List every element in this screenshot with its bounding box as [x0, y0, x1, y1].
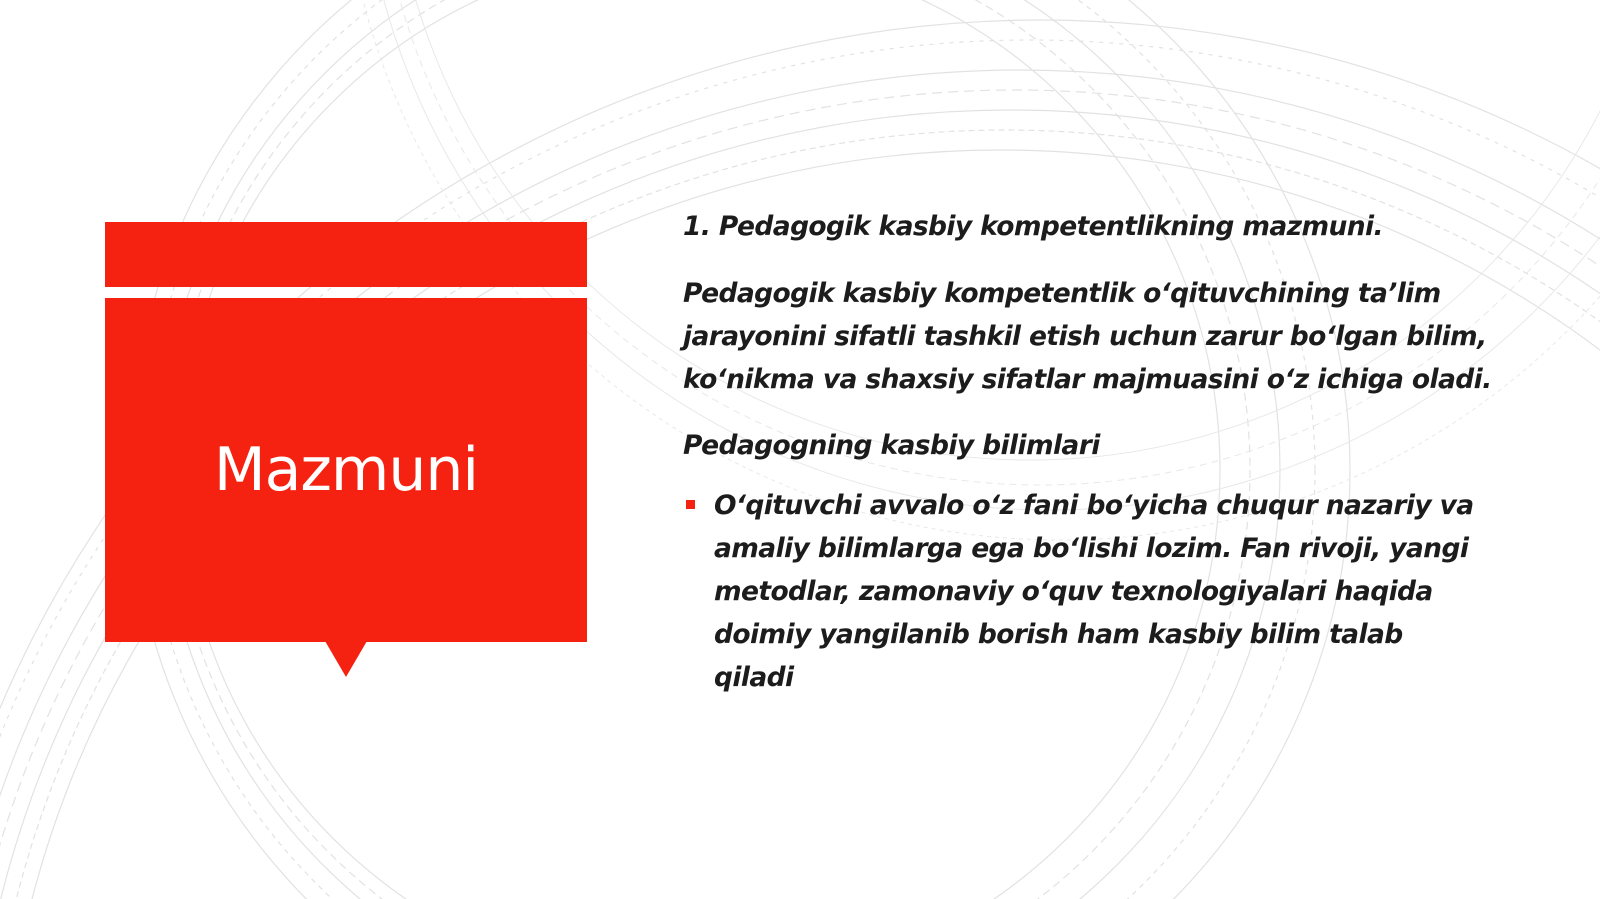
- bullet-line: O‘qituvchi avvalo o‘z fani bo‘yicha chuqur nazariy va: [714, 490, 1474, 521]
- slide-title: Mazmuni: [213, 435, 479, 505]
- bullet-list-item: [683, 484, 1474, 699]
- bullet-line: amaliy bilimlarga ega bo‘lishi lozim. Fan rivoji, yangi: [714, 533, 1469, 564]
- callout-pointer: [325, 641, 367, 677]
- definition-paragraph: [683, 272, 1503, 401]
- bullet-line: metodlar, zamonaviy o‘quv texnologiyalari haqida: [714, 576, 1433, 607]
- square-bullet-icon: [686, 500, 695, 509]
- bullet-line: doimiy yangilanib borish ham kasbiy bilim talab: [714, 619, 1403, 650]
- paragraph-line: Pedagogik kasbiy kompetentlik o‘qituvchining ta’lim: [683, 278, 1441, 309]
- content-subheading: Pedagogning kasbiy bilimlari: [683, 430, 1100, 461]
- paragraph-line: ko‘nikma va shaxsiy sifatlar majmuasini o‘z ichiga oladi.: [683, 364, 1492, 395]
- content-heading: 1. Pedagogik kasbiy kompetentlikning mazmuni.: [683, 211, 1384, 242]
- paragraph-line: jarayonini sifatli tashkil etish uchun zarur bo‘lgan bilim,: [683, 321, 1487, 352]
- title-callout-box: [105, 298, 587, 642]
- bullet-line: qiladi: [714, 662, 794, 693]
- content-body: [683, 205, 1503, 699]
- title-accent-bar: [105, 222, 587, 287]
